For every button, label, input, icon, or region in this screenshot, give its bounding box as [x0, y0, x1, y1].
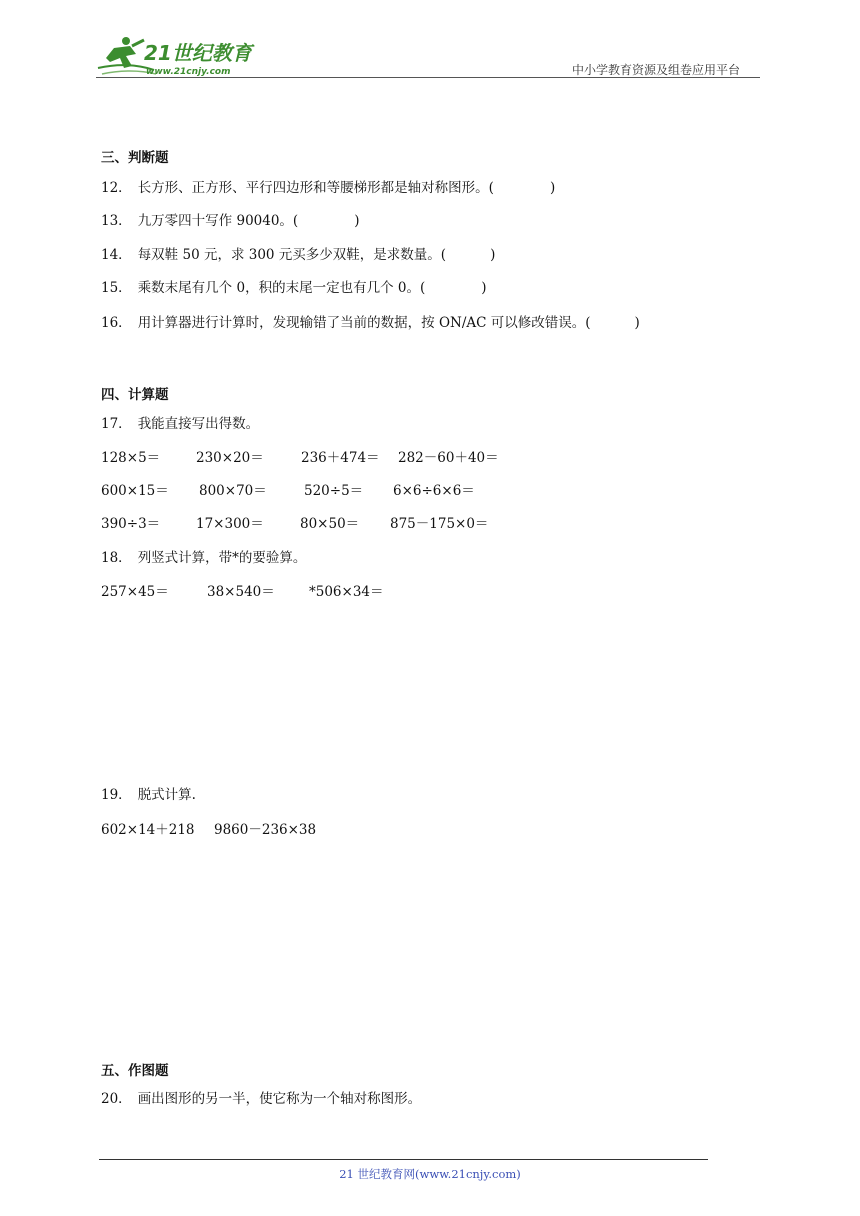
math-item: 17×300＝: [196, 516, 264, 532]
section-title-calculation: 四、计算题: [101, 387, 169, 403]
section-title-judgement: 三、判断题: [101, 150, 169, 166]
math-item: 9860－236×38: [214, 822, 317, 838]
answer-blank[interactable]: ): [354, 213, 360, 229]
answer-blank[interactable]: ): [549, 180, 556, 196]
math-item: 236＋474＝: [301, 450, 380, 466]
section-title-drawing: 五、作图题: [101, 1063, 169, 1079]
question-12: 12． 长方形、正方形、平行四边形和等腰梯形都是轴对称图形。( ): [101, 180, 556, 196]
header-divider: [96, 77, 760, 78]
math-item: 128×5＝: [101, 450, 161, 466]
answer-blank[interactable]: ): [481, 280, 487, 296]
question-19: 19． 脱式计算.: [101, 787, 196, 803]
math-item: *506×34＝: [309, 584, 384, 600]
site-logo: [96, 34, 261, 80]
question-20: 20． 画出图形的另一半，使它称为一个轴对称图形。: [101, 1091, 422, 1107]
math-item: 6×6÷6×6＝: [393, 483, 475, 499]
math-item: 602×14＋218: [101, 822, 195, 838]
question-13: 13． 九万零四十写作 90040。( ): [101, 213, 360, 229]
question-14: 14． 每双鞋 50 元，求 300 元买多少双鞋，是求数量。( ): [101, 247, 496, 263]
question-16: 16． 用计算器进行计算时，发现输错了当前的数据，按 ON/AC 可以修改错误。( ): [101, 315, 640, 331]
question-18: 18． 列竖式计算，带*的要验算。: [101, 550, 307, 566]
math-item: 38×540＝: [207, 584, 275, 600]
math-item: 520÷5＝: [304, 483, 364, 499]
math-item: 390÷3＝: [101, 516, 161, 532]
math-item: 257×45＝: [101, 584, 169, 600]
answer-blank[interactable]: ): [490, 247, 496, 263]
footer-divider: [99, 1159, 708, 1160]
runner-logo-icon: [96, 34, 261, 80]
math-item: 875－175×0＝: [390, 516, 489, 532]
answer-blank[interactable]: ): [634, 315, 640, 331]
math-item: 230×20＝: [196, 450, 264, 466]
logo-url: www.21cnjy.com: [146, 67, 231, 77]
question-15: 15． 乘数末尾有几个 0，积的末尾一定也有几个 0。( ): [101, 280, 487, 296]
math-item: 800×70＝: [199, 483, 267, 499]
math-item: 600×15＝: [101, 483, 169, 499]
math-item: 282－60＋40＝: [398, 450, 499, 466]
logo-text: 21世纪教育: [144, 41, 252, 65]
question-17: 17． 我能直接写出得数。: [101, 416, 260, 432]
site-tagline: 中小学教育资源及组卷应用平台: [572, 63, 741, 77]
footer-text: 21 世纪教育网(www.21cnjy.com): [339, 1167, 521, 1181]
math-item: 80×50＝: [300, 516, 360, 532]
